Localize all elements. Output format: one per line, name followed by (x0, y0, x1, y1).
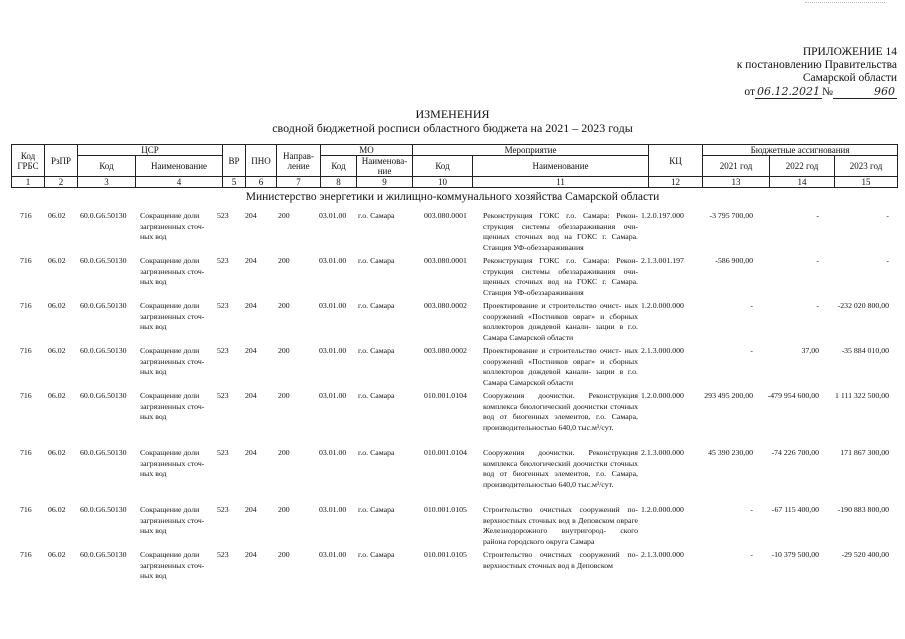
appendix-date-line (737, 85, 897, 99)
col-number: 5 (223, 177, 246, 188)
cell-mo: 03.01.00 (319, 391, 347, 400)
cell-mer: 010.001.0104 (424, 391, 467, 400)
col-number: 15 (835, 177, 898, 188)
cell-napr: 200 (278, 448, 290, 457)
cell-kc: 2.1.3.000.000 (641, 448, 684, 457)
cell-rzpr: 06.02 (48, 301, 66, 310)
budget-table-header (11, 144, 898, 188)
cell-pno: 204 (245, 448, 257, 457)
col-2022: 2022 год (770, 156, 835, 177)
cell-vr: 523 (217, 301, 229, 310)
cell-mer-name: Реконструкция ГОКС г.о. Самара: Рекон- струкция системы обеззараживания очи- щенных сточных вод на ГОКС г. Самара. Станция УФ-обеззараживания (483, 256, 638, 298)
cell-kc: 2.1.3.000.000 (641, 550, 684, 559)
cell-y2023: -29 520 400,00 (841, 550, 889, 559)
cell-grbs: 716 (20, 211, 32, 220)
col-number: 10 (413, 177, 473, 188)
cell-csr-name: Сокращение доли загрязненных сточ- ных вод (140, 448, 205, 479)
cell-mo-name: г.о. Самара (358, 391, 395, 400)
cell-csr-name: Сокращение доли загрязненных сточ- ных вод (140, 256, 205, 287)
appendix-title: ПРИЛОЖЕНИЕ 14 (802, 46, 897, 58)
cell-y2022: -479 954 600,00 (767, 391, 819, 400)
cell-rzpr: 06.02 (48, 448, 66, 457)
cell-csr: 60.0.G6.50130 (80, 211, 127, 220)
cell-csr: 60.0.G6.50130 (80, 448, 127, 457)
cell-vr: 523 (217, 448, 229, 457)
cell-mer-name: Проектирование и строительство очист- ных сооружений «Постников овраг» и сборных коллекторов дождевой канали- зации в г.о. Самара Самарской области (483, 301, 638, 343)
cell-y2021: - (750, 505, 753, 514)
col-number: 13 (703, 177, 770, 188)
cell-grbs: 716 (20, 448, 32, 457)
cell-mo-name: г.о. Самара (358, 448, 395, 457)
cell-pno: 204 (245, 391, 257, 400)
cell-mer: 003.080.0001 (424, 211, 467, 220)
col-kc: КЦ (649, 145, 703, 177)
cell-kc: 1.2.0.197.000 (641, 211, 684, 220)
cell-csr-name: Сокращение доли загрязненных сточ- ных вод (140, 211, 205, 242)
cell-napr: 200 (278, 550, 290, 559)
col-number: 14 (770, 177, 835, 188)
cell-mer: 003.080.0002 (424, 301, 467, 310)
cell-csr: 60.0.G6.50130 (80, 346, 127, 355)
cell-y2022: - (816, 301, 819, 310)
cell-csr: 60.0.G6.50130 (80, 550, 127, 559)
cell-pno: 204 (245, 211, 257, 220)
cell-y2023: -190 883 800,00 (837, 505, 889, 514)
cell-vr: 523 (217, 550, 229, 559)
cell-mer: 003.080.0001 (424, 256, 467, 265)
cell-csr-name: Сокращение доли загрязненных сточ- ных вод (140, 550, 205, 581)
cell-napr: 200 (278, 391, 290, 400)
cell-mer-name: Строительство очистных сооружений по- верхностных сточных вод в Деповском (483, 550, 638, 570)
cell-mer-name: Сооружения доочистки. Реконструкция комплекса биологический доочистки сточных вод от биогенных элементов, г.о. Самара, производительностью 640,0 тыс.м³/сут. (483, 448, 638, 490)
cell-napr: 200 (278, 211, 290, 220)
cell-pno: 204 (245, 346, 257, 355)
cell-y2023: -232 020 800,00 (837, 301, 889, 310)
doc-title: ИЗМЕНЕНИЯ (415, 107, 490, 121)
cell-y2022: - (816, 211, 819, 220)
cell-grbs: 716 (20, 301, 32, 310)
cell-grbs: 716 (20, 256, 32, 265)
column-numbers-row (12, 177, 898, 188)
col-meropr: Мероприятие (413, 145, 649, 156)
cell-napr: 200 (278, 505, 290, 514)
cell-rzpr: 06.02 (48, 505, 66, 514)
col-2021: 2021 год (703, 156, 770, 177)
cell-y2022: -10 379 500,00 (771, 550, 819, 559)
cell-mo: 03.01.00 (319, 211, 347, 220)
cell-mo: 03.01.00 (319, 346, 347, 355)
cell-csr-name: Сокращение доли загрязненных сточ- ных вод (140, 391, 205, 422)
cell-grbs: 716 (20, 550, 32, 559)
cell-vr: 523 (217, 256, 229, 265)
col-number: 4 (136, 177, 223, 188)
col-number: 11 (473, 177, 649, 188)
appendix-resolution: к постановлению Правительства (736, 59, 897, 71)
cell-y2021: 45 390 230,00 (708, 448, 753, 457)
appendix-number: 960 (833, 85, 897, 99)
cell-csr: 60.0.G6.50130 (80, 391, 127, 400)
col-2023: 2023 год (835, 156, 898, 177)
cell-rzpr: 06.02 (48, 256, 66, 265)
cell-mer-name: Проектирование и строительство очист- ных сооружений «Постников овраг» и сборных коллекторов дождевой канали- зации в г.о. Самара Самарской области (483, 346, 638, 388)
cell-kc: 1.2.0.000.000 (641, 505, 684, 514)
appendix-block (737, 46, 897, 99)
cell-mo: 03.01.00 (319, 505, 347, 514)
col-number: 8 (321, 177, 357, 188)
col-number: 3 (78, 177, 136, 188)
cell-pno: 204 (245, 550, 257, 559)
cell-napr: 200 (278, 346, 290, 355)
cell-csr-name: Сокращение доли загрязненных сточ- ных вод (140, 301, 205, 332)
cell-y2023: - (886, 211, 889, 220)
appendix-no-label: № (822, 86, 833, 98)
cell-kc: 2.1.3.001.197 (641, 256, 684, 265)
cell-mer: 010.001.0105 (424, 505, 467, 514)
cell-mo-name: г.о. Самара (358, 550, 395, 559)
cell-rzpr: 06.02 (48, 211, 66, 220)
cell-vr: 523 (217, 346, 229, 355)
cell-mer-name: Реконструкция ГОКС г.о. Самара: Рекон- струкция системы обеззараживания очи- щенных сточных вод на ГОКС г. Самара. Станция УФ-обеззараживания (483, 211, 638, 253)
cell-rzpr: 06.02 (48, 550, 66, 559)
cell-grbs: 716 (20, 391, 32, 400)
cell-y2022: -74 226 700,00 (771, 448, 819, 457)
cell-y2023: -35 884 010,00 (841, 346, 889, 355)
col-number: 1 (12, 177, 45, 188)
col-number: 7 (277, 177, 321, 188)
cell-grbs: 716 (20, 346, 32, 355)
cell-y2023: - (886, 256, 889, 265)
col-number: 9 (357, 177, 413, 188)
cell-mo: 03.01.00 (319, 301, 347, 310)
col-meropr-name: Наименование (473, 156, 649, 177)
cell-y2021: -586 900,00 (715, 256, 753, 265)
cell-y2022: 37,00 (801, 346, 819, 355)
cell-y2023: 1 111 322 500,00 (835, 391, 889, 400)
cell-y2021: - (750, 346, 753, 355)
cell-mer: 003.080.0002 (424, 346, 467, 355)
cell-mer: 010.001.0104 (424, 448, 467, 457)
cell-mo-name: г.о. Самара (358, 211, 395, 220)
cell-mo-name: г.о. Самара (358, 256, 395, 265)
cell-csr-name: Сокращение доли загрязненных сточ- ных вод (140, 346, 205, 377)
cell-y2022: -67 115 400,00 (771, 505, 819, 514)
col-mo-kod: Код (321, 156, 357, 177)
col-meropr-kod: Код (413, 156, 473, 177)
col-csr-kod: Код (78, 156, 136, 177)
cell-kc: 1.2.0.000.000 (641, 301, 684, 310)
cell-mo: 03.01.00 (319, 448, 347, 457)
cell-kc: 1.2.0.000.000 (641, 391, 684, 400)
col-kod-grbs: Код ГРБС (12, 145, 45, 177)
scan-artifact (805, 2, 885, 3)
col-mo: МО (321, 145, 413, 156)
cell-y2021: 293 495 200,00 (704, 391, 753, 400)
col-csr: ЦСР (78, 145, 223, 156)
cell-mer: 010.001.0105 (424, 550, 467, 559)
appendix-date: 06.12.2021 (757, 85, 821, 98)
cell-pno: 204 (245, 301, 257, 310)
cell-mer-name: Строительство очистных сооружений по- верхностных сточных вод в Деповском овраге Железнодорожного внутригород- ского района городского округа Самара (483, 505, 638, 547)
col-rzpr: РзПР (45, 145, 78, 177)
cell-kc: 2.1.3.000.000 (641, 346, 684, 355)
cell-y2021: - (750, 550, 753, 559)
cell-mo: 03.01.00 (319, 550, 347, 559)
cell-y2022: - (816, 256, 819, 265)
col-vr: ВР (223, 145, 246, 177)
cell-mo: 03.01.00 (319, 256, 347, 265)
appendix-region: Самарской области (802, 72, 897, 84)
col-number: 6 (246, 177, 277, 188)
col-csr-name: Наименование (136, 156, 223, 177)
cell-napr: 200 (278, 256, 290, 265)
cell-mo-name: г.о. Самара (358, 346, 395, 355)
cell-vr: 523 (217, 505, 229, 514)
cell-mo-name: г.о. Самара (358, 301, 395, 310)
cell-rzpr: 06.02 (48, 346, 66, 355)
cell-pno: 204 (245, 505, 257, 514)
col-number: 2 (45, 177, 78, 188)
ministry-title: Министерство энергетики и жилищно-коммунального хозяйства Самарской области (245, 191, 660, 203)
cell-csr: 60.0.G6.50130 (80, 505, 127, 514)
cell-mo-name: г.о. Самара (358, 505, 395, 514)
cell-vr: 523 (217, 391, 229, 400)
col-napr: Направ- ление (277, 145, 321, 177)
cell-vr: 523 (217, 211, 229, 220)
col-mo-name: Наименова- ние (357, 156, 413, 177)
cell-csr: 60.0.G6.50130 (80, 301, 127, 310)
cell-csr: 60.0.G6.50130 (80, 256, 127, 265)
cell-mer-name: Сооружения доочистки. Реконструкция комплекса биологический доочистки сточных вод от биогенных элементов, г.о. Самара, производительностью 640,0 тыс.м³/сут. (483, 391, 638, 433)
appendix-date-prefix: от (744, 86, 756, 98)
cell-rzpr: 06.02 (48, 391, 66, 400)
cell-pno: 204 (245, 256, 257, 265)
col-pno: ПНО (246, 145, 277, 177)
cell-y2023: 171 867 300,00 (840, 448, 889, 457)
doc-subtitle: сводной бюджетной росписи областного бюджета на 2021 – 2023 годы (272, 121, 633, 135)
col-number: 12 (649, 177, 703, 188)
cell-napr: 200 (278, 301, 290, 310)
cell-y2021: - (750, 301, 753, 310)
cell-grbs: 716 (20, 505, 32, 514)
cell-y2021: -3 795 700,00 (709, 211, 753, 220)
cell-csr-name: Сокращение доли загрязненных сточ- ных вод (140, 505, 205, 536)
col-budget: Бюджетные ассигнования (703, 145, 898, 156)
